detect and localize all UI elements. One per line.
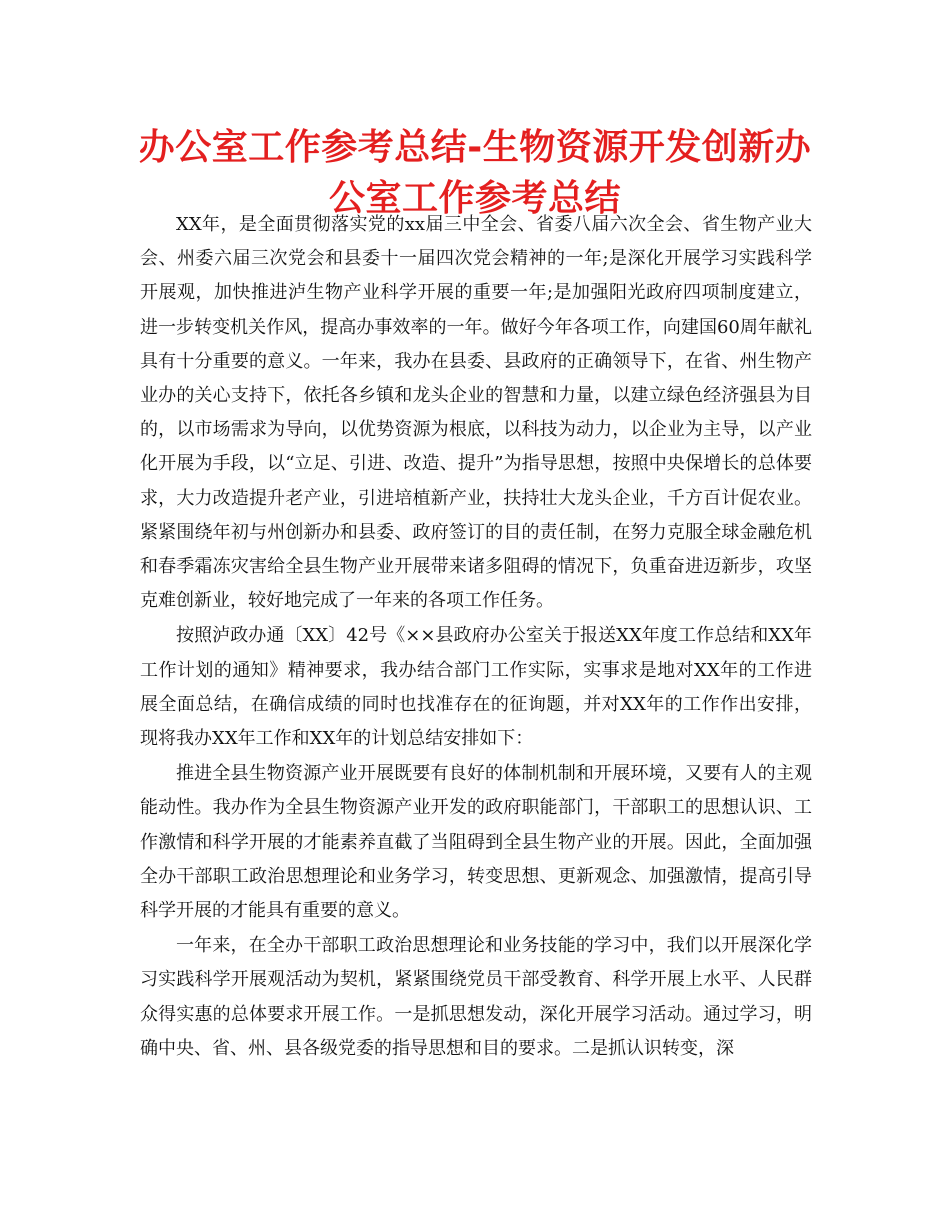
document-title: 办公室工作参考总结-生物资源开发创新办公室工作参考总结 [138,127,812,219]
paragraph: 按照泸政办通〔XX〕42号《××县政府办公室关于报送XX年度工作总结和XX年工作计划的通知》精神要求，我办结合部门工作实际，实事求是地对XX年的工作进展全面总结，在确信成绩的同时也找准存在的征询题，并对XX年的工作作出安排，现将我办XX年工作和XX年的计划总结安排如下： [140,625,812,750]
document-body [140,208,812,1067]
paragraph: 一年来，在全办干部职工政治思想理论和业务技能的学习中，我们以开展深化学习实践科学开展观活动为契机，紧紧围绕党员干部受教育、科学开展上水平、人民群众得实惠的总体要求开展工作。一是抓思想发动，深化开展学习活动。通过学习，明确中央、省、州、县各级党委的指导思想和目的要求。二是抓认识转变，深 [140,935,812,1059]
paragraph: XX年，是全面贯彻落实党的xx届三中全会、省委八届六次全会、省生物产业大会、州委六届三次党会和县委十一届四次党会精神的一年;是深化开展学习实践科学开展观，加快推进泸生物产业科学开展的重要一年;是加强阳光政府四项制度建立，进一步转变机关作风，提高办事效率的一年。做好今年各项工作，向建国60周年献礼具有十分重要的意义。一年来，我办在县委、县政府的正确领导下，在省、州生物产业办的关心支持下，依托各乡镇和龙头企业的智慧和力量，以建立绿色经济强县为目的，以市场需求为导向，以优势资源为根底，以科技为动力，以企业为主导，以产业化开展为手段，以“立足、引进、改造、提升”为指导思想，按照中央保增长的总体要求，大力改造提升老产业，引进培植新产业，扶持壮大龙头企业，千方百计促农业。紧紧围绕年初与州创新办和县委、政府签订的目的责任制，在努力克服全球金融危机和春季霜冻灾害给全县生物产业开展带来诸多阻碍的情况下，负重奋进迈新步，攻坚克难创新业，较好地完成了一年来的各项工作任务。 [140,214,812,612]
paragraph: 推进全县生物资源产业开展既要有良好的体制机制和开展环境，又要有人的主观能动性。我办作为全县生物资源产业开发的政府职能部门，干部职工的思想认识、工作激情和科学开展的才能素养直截了当阻碍到全县生物产业的开展。因此，全面加强全办干部职工政治思想理论和业务学习，转变思想、更新观念、加强激情，提高引导科学开展的才能具有重要的意义。 [140,763,812,922]
